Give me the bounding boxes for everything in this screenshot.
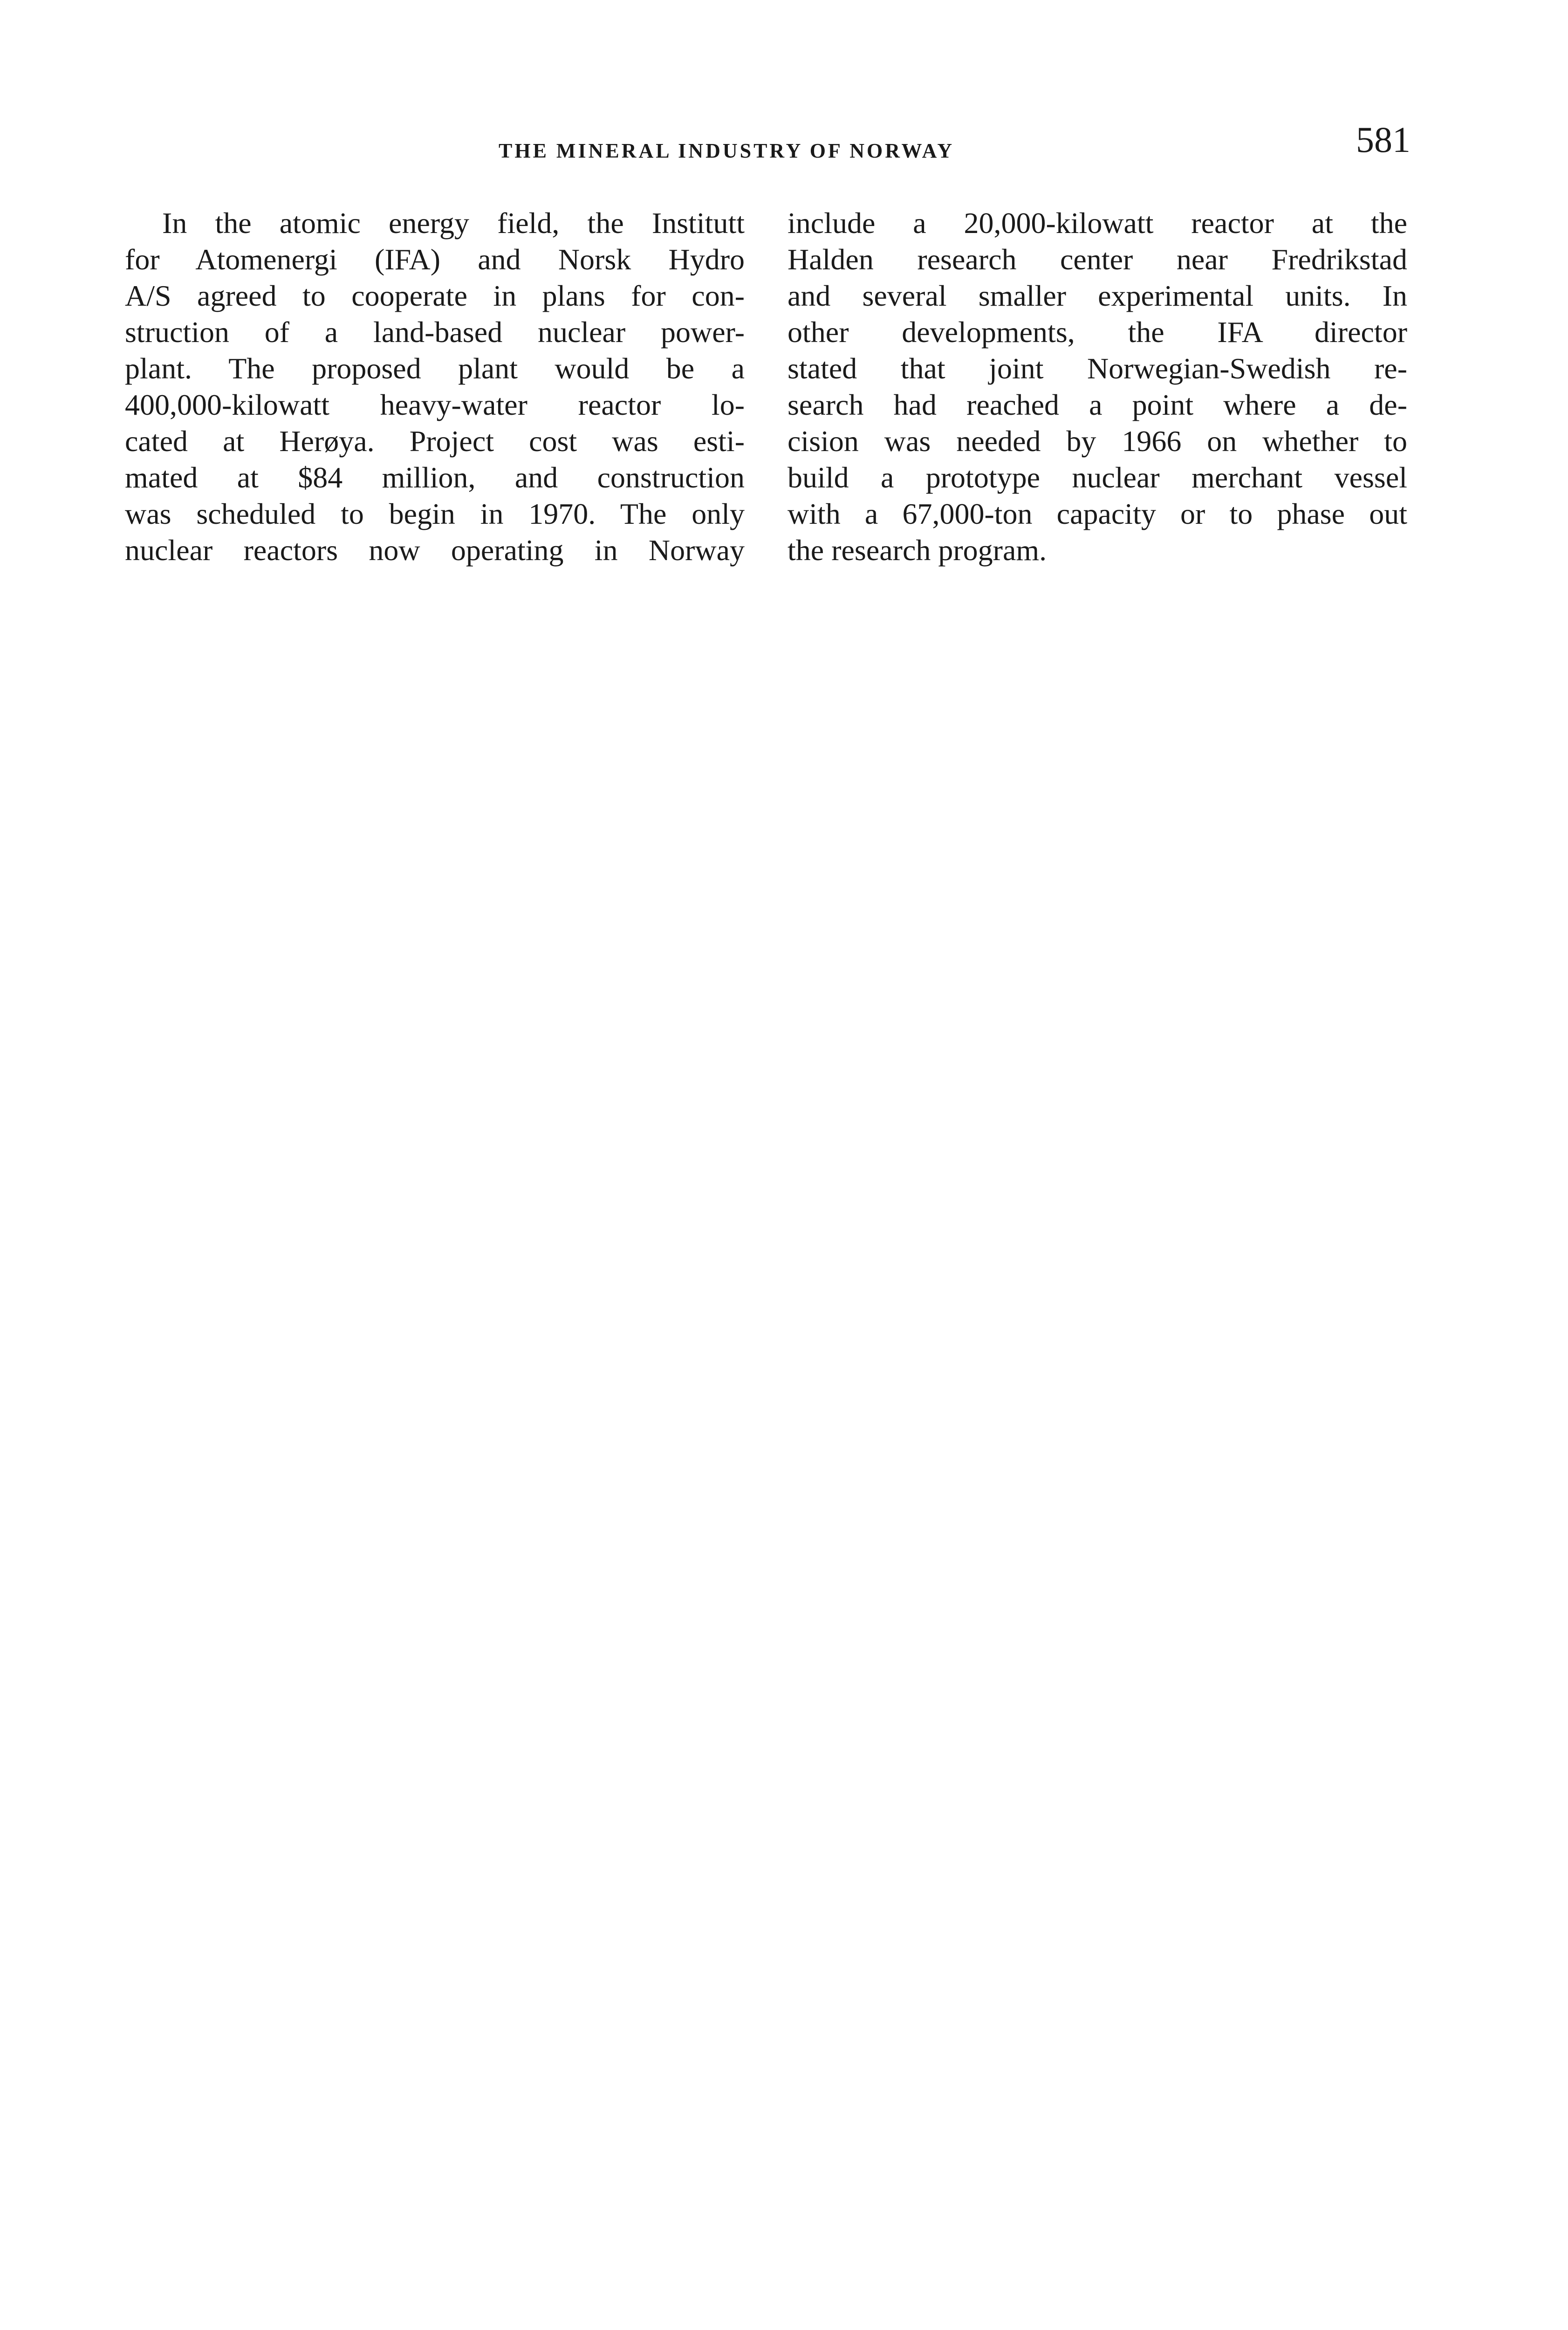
text-line: and several smaller experimental units. In xyxy=(787,279,1407,312)
left-column xyxy=(125,205,745,569)
text-line: stated that joint Norwegian-Swedish re- xyxy=(787,352,1407,385)
text-line: nuclear reactors now operating in Norway xyxy=(125,534,745,567)
text-line: struction of a land-based nuclear power- xyxy=(125,315,745,349)
text-line: cision was needed by 1966 on whether to xyxy=(787,425,1407,458)
text-line: 400,000-kilowatt heavy-water reactor lo- xyxy=(125,388,745,421)
page-number: 581 xyxy=(1356,119,1411,160)
text-line: the research program. xyxy=(787,534,1047,567)
text-line: Halden research center near Fredrikstad xyxy=(787,243,1407,276)
text-line: mated at $84 million, and construction xyxy=(125,461,745,494)
text-line: plant. The proposed plant would be a xyxy=(125,352,745,385)
text-line: A/S agreed to cooperate in plans for con- xyxy=(125,279,745,312)
text-line: include a 20,000-kilowatt reactor at the xyxy=(787,206,1407,240)
text-line: with a 67,000-ton capacity or to phase out xyxy=(787,497,1407,530)
text-line: search had reached a point where a de- xyxy=(787,388,1407,421)
running-head: THE MINERAL INDUSTRY OF NORWAY xyxy=(499,139,955,162)
text-line: cated at Herøya. Project cost was esti- xyxy=(125,425,745,458)
right-column xyxy=(787,205,1407,569)
text-line: build a prototype nuclear merchant vessel xyxy=(787,461,1407,494)
text-line: for Atomenergi (IFA) and Norsk Hydro xyxy=(125,243,745,276)
text-line: other developments, the IFA director xyxy=(787,315,1407,349)
text-line: In the atomic energy field, the Institutt xyxy=(162,206,745,240)
text-line: was scheduled to begin in 1970. The only xyxy=(125,497,745,530)
